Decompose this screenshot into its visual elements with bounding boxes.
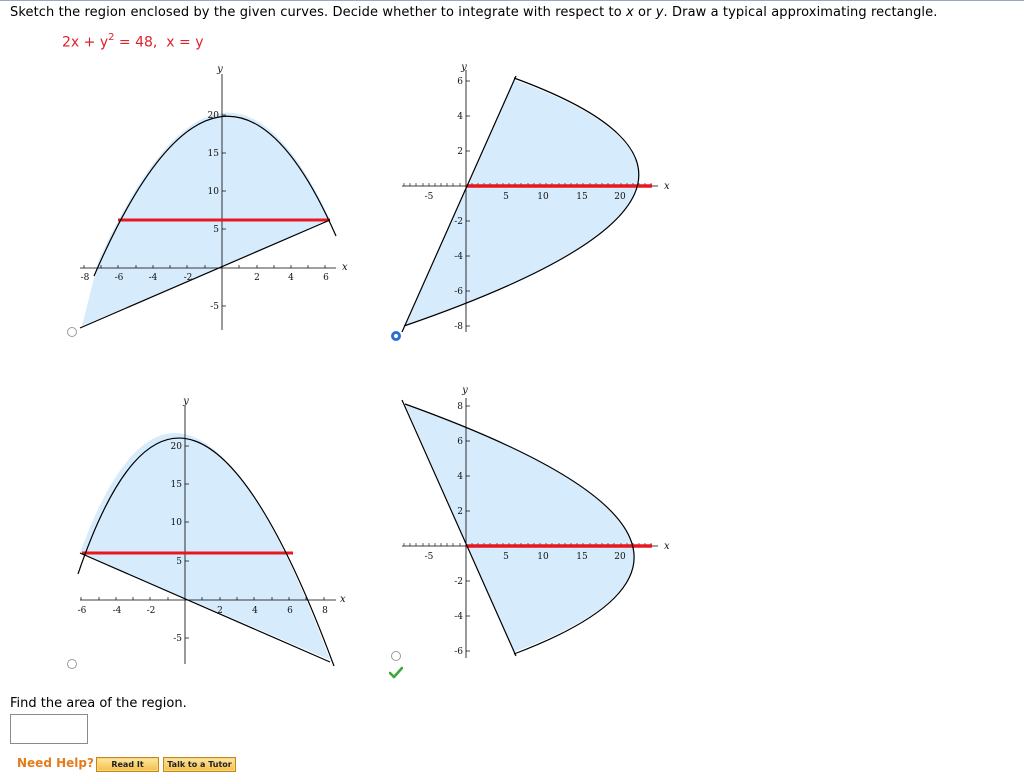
y-axis-label: y: [462, 385, 468, 396]
radio-option-b[interactable]: [391, 331, 401, 341]
x-tick-label: -2: [183, 273, 193, 283]
y-tick-label: 5: [213, 225, 219, 235]
y-tick-label: -5: [173, 634, 182, 644]
x-tick-label: 10: [537, 192, 549, 202]
x-axis-label: x: [340, 594, 346, 605]
top-divider: [0, 0, 1024, 1]
x-tick-label: 4: [252, 606, 258, 616]
y-tick-label: 4: [457, 112, 463, 122]
y-tick-label: -2: [454, 217, 463, 227]
radio-option-a[interactable]: [67, 327, 77, 337]
x-tick-label: 4: [288, 273, 294, 283]
y-tick-label: -8: [454, 322, 463, 332]
y-tick-label: -6: [454, 647, 463, 657]
x-tick-label: -4: [112, 606, 122, 616]
x-tick-label: -6: [77, 606, 87, 616]
region-fill: [404, 80, 639, 326]
y-axis-label: y: [217, 64, 223, 75]
y-tick-label: 6: [457, 437, 463, 447]
x-axis-label: x: [664, 181, 670, 192]
x-tick-label: 10: [537, 552, 549, 562]
x-tick-label: -6: [114, 273, 124, 283]
y-tick-label: 10: [207, 187, 219, 197]
area-answer-input[interactable]: [10, 714, 88, 744]
radio-option-d[interactable]: [391, 651, 401, 661]
x-tick-label: 2: [254, 273, 260, 283]
graph-option-a: [68, 62, 358, 342]
y-tick-label: -4: [454, 612, 463, 622]
x-tick-label: 5: [503, 192, 509, 202]
y-axis-label: y: [183, 396, 189, 407]
radio-option-c[interactable]: [67, 659, 77, 669]
graph-option-d: [398, 382, 688, 672]
y-tick-label: -5: [210, 302, 219, 312]
y-tick-label: 5: [176, 557, 182, 567]
x-tick-label: 5: [503, 552, 509, 562]
y-axis-label: y: [461, 62, 467, 73]
x-tick-label: 15: [576, 552, 588, 562]
region-fill: [405, 404, 634, 652]
x-tick-label: 8: [322, 606, 328, 616]
x-tick-label: -8: [80, 273, 90, 283]
read-it-button[interactable]: Read It: [96, 757, 159, 772]
y-tick-label: 15: [170, 480, 182, 490]
y-tick-label: 2: [457, 147, 463, 157]
x-axis-label: x: [664, 541, 670, 552]
region-fill: [77, 433, 330, 660]
x-axis-label: x: [342, 262, 348, 273]
x-tick-label: 20: [614, 192, 626, 202]
y-tick-label: -2: [454, 577, 463, 587]
y-tick-label: 8: [457, 402, 463, 412]
x-tick-label: -4: [148, 273, 158, 283]
y-tick-label: -4: [454, 252, 463, 262]
talk-to-tutor-button[interactable]: Talk to a Tutor: [163, 757, 236, 772]
x-tick-label: -5: [424, 192, 434, 202]
question-instruction: Sketch the region enclosed by the given curves. Decide whether to integrate with respect to x or y. Draw a typical approximating rectangle.: [10, 5, 938, 20]
graph-option-c: [68, 392, 358, 672]
y-tick-label: 4: [457, 472, 463, 482]
correct-check-icon: [389, 666, 403, 680]
area-question-label: Find the area of the region.: [10, 696, 187, 711]
x-tick-label: -2: [146, 606, 156, 616]
y-tick-label: 10: [170, 518, 182, 528]
y-tick-label: 20: [207, 111, 219, 121]
y-tick-label: 6: [457, 77, 463, 87]
x-tick-label: 6: [287, 606, 293, 616]
graph-option-b: [398, 62, 688, 342]
y-tick-label: 20: [170, 442, 182, 452]
x-tick-label: 6: [323, 273, 329, 283]
y-tick-label: -6: [454, 287, 463, 297]
x-tick-label: -5: [424, 552, 434, 562]
x-tick-label: 15: [576, 192, 588, 202]
y-tick-label: 15: [207, 149, 219, 159]
x-tick-label: 20: [614, 552, 626, 562]
x-tick-label: 2: [217, 606, 223, 616]
y-tick-label: 2: [457, 507, 463, 517]
given-curves-equation: $2x + y^2 = 48$, x = y: [62, 32, 204, 51]
need-help-label: Need Help?: [17, 756, 94, 770]
